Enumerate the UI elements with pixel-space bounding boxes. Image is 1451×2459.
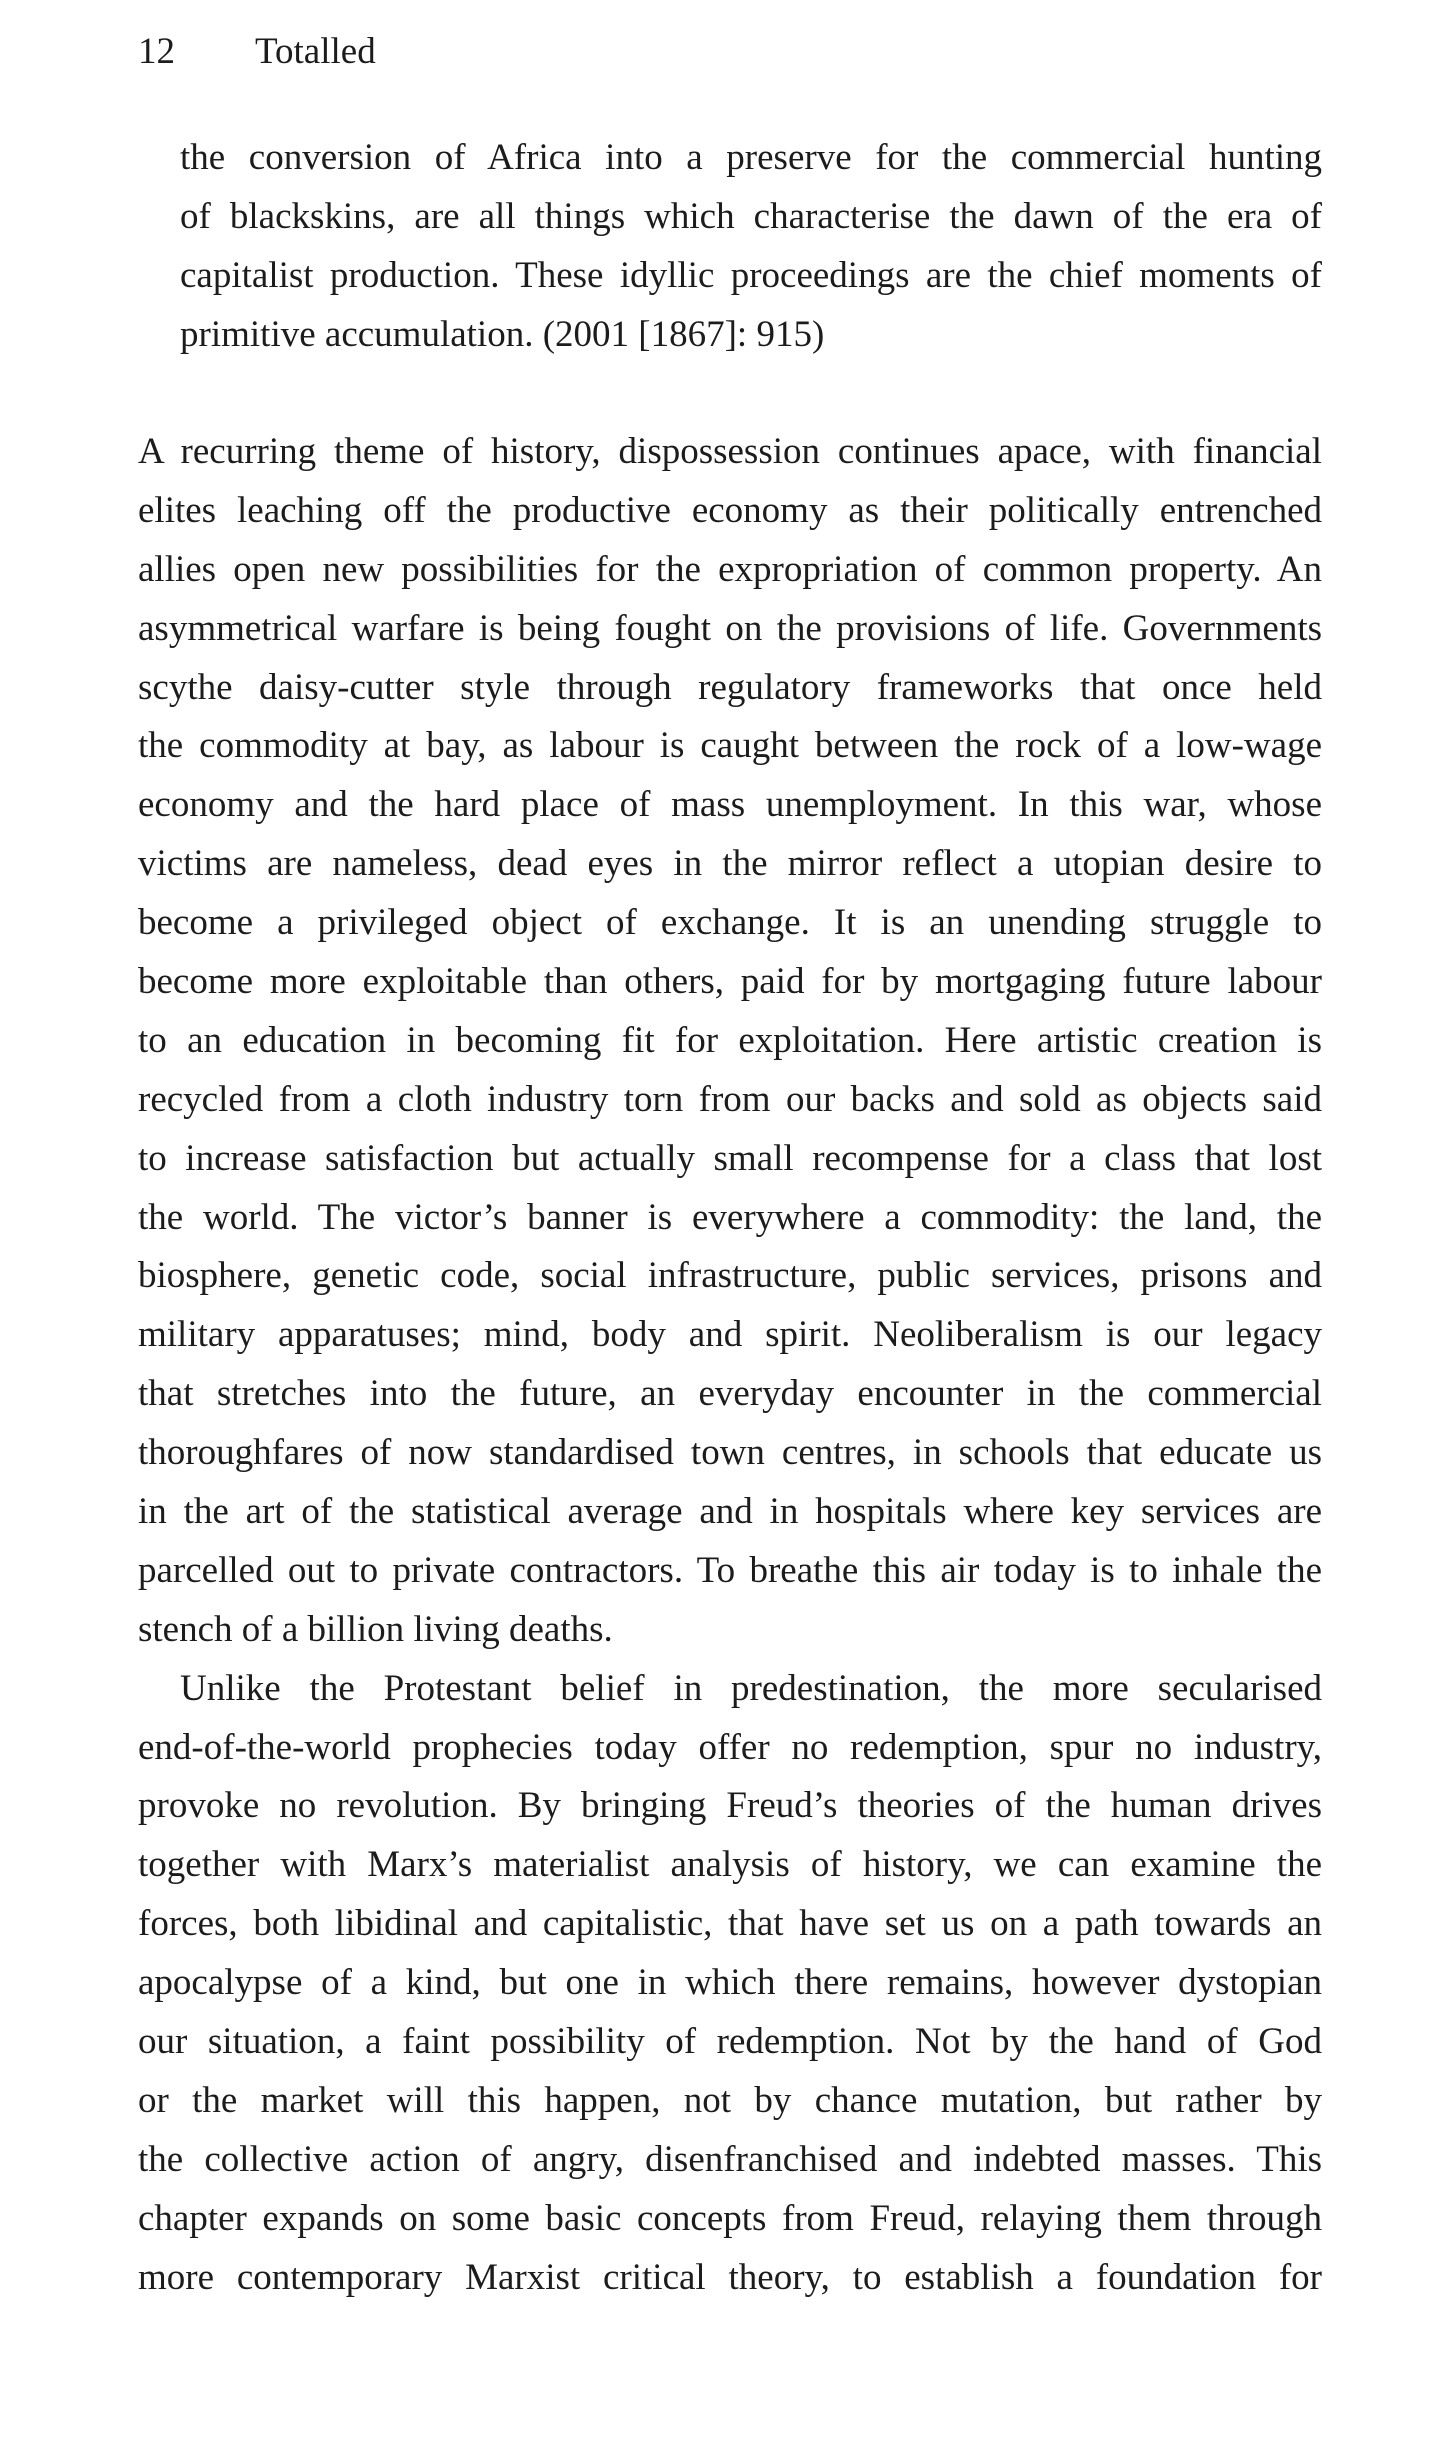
running-header [138,28,376,76]
text-line: asymmetrical warfare is being fought on the provisions of life. Governments [138,607,1322,649]
text-line: recycled from a cloth industry torn from our backs and sold as objects said [138,1078,1322,1120]
text-line: parcelled out to private contractors. To breathe this air today is to inhale the [138,1549,1322,1591]
text-line: more contemporary Marxist critical theory, to establish a foundation for [138,2256,1322,2298]
quote-line: capitalist production. These idyllic proceedings are the chief moments of [180,255,1322,296]
text-line: to increase satisfaction but actually small recompense for a class that lost [138,1137,1322,1179]
text-line: end-of-the-world prophecies today offer no redemption, spur no industry, [138,1726,1322,1768]
text-line: forces, both libidinal and capitalistic, that have set us on a path towards an [138,1903,1322,1945]
text-line: become more exploitable than others, paid for by mortgaging future labour [138,961,1322,1003]
text-line: stench of a billion living deaths. [138,1608,613,1650]
paragraph [138,423,1322,1660]
text-line: elites leaching off the productive economy as their politically entrenched [138,489,1322,531]
text-line: together with Marx’s materialist analysis of history, we can examine the [138,1844,1322,1886]
text-line: victims are nameless, dead eyes in the mirror reflect a utopian desire to [138,843,1322,885]
text-line: the commodity at bay, as labour is caught between the rock of a low-wage [138,725,1322,767]
text-line: apocalypse of a kind, but one in which there remains, however dystopian [138,1962,1322,2004]
text-line: chapter expands on some basic concepts from Freud, relaying them through [138,2197,1322,2239]
text-line: scythe daisy-cutter style through regulatory frameworks that once held [138,666,1322,708]
running-title: Totalled [255,31,376,72]
text-line: Unlike the Protestant belief in predestination, the more secularised [180,1667,1322,1709]
text-line: thoroughfares of now standardised town centres, in schools that educate us [138,1432,1322,1474]
text-line: economy and the hard place of mass unemployment. In this war, whose [138,784,1322,826]
block-quote [180,128,1322,364]
text-line: allies open new possibilities for the expropriation of common property. An [138,548,1322,590]
quote-line: primitive accumulation. (2001 [1867]: 915) [180,314,825,355]
text-line: A recurring theme of history, dispossession continues apace, with financial [138,431,1322,472]
text-line: our situation, a faint possibility of redemption. Not by the hand of God [138,2021,1322,2063]
text-line: to an education in becoming fit for exploitation. Here artistic creation is [138,1019,1322,1061]
text-line: provoke no revolution. By bringing Freud’s theories of the human drives [138,1785,1322,1827]
body-text [138,423,1322,2308]
quote-line: the conversion of Africa into a preserve for the commercial hunting [180,137,1322,178]
text-line: the collective action of angry, disenfranchised and indebted masses. This [138,2138,1322,2180]
text-line: in the art of the statistical average and in hospitals where key services are [138,1491,1322,1533]
text-line: or the market will this happen, not by chance mutation, but rather by [138,2079,1322,2121]
text-line: that stretches into the future, an everyday encounter in the commercial [138,1373,1322,1415]
text-line: become a privileged object of exchange. It is an unending struggle to [138,902,1322,944]
quote-line: of blackskins, are all things which characterise the dawn of the era of [180,196,1322,237]
text-line: the world. The victor’s banner is everywhere a commodity: the land, the [138,1196,1322,1238]
text-line: military apparatuses; mind, body and spirit. Neoliberalism is our legacy [138,1314,1322,1356]
text-line: biosphere, genetic code, social infrastructure, public services, prisons and [138,1255,1322,1297]
page-number: 12 [138,31,175,72]
paragraph [138,1660,1322,2308]
